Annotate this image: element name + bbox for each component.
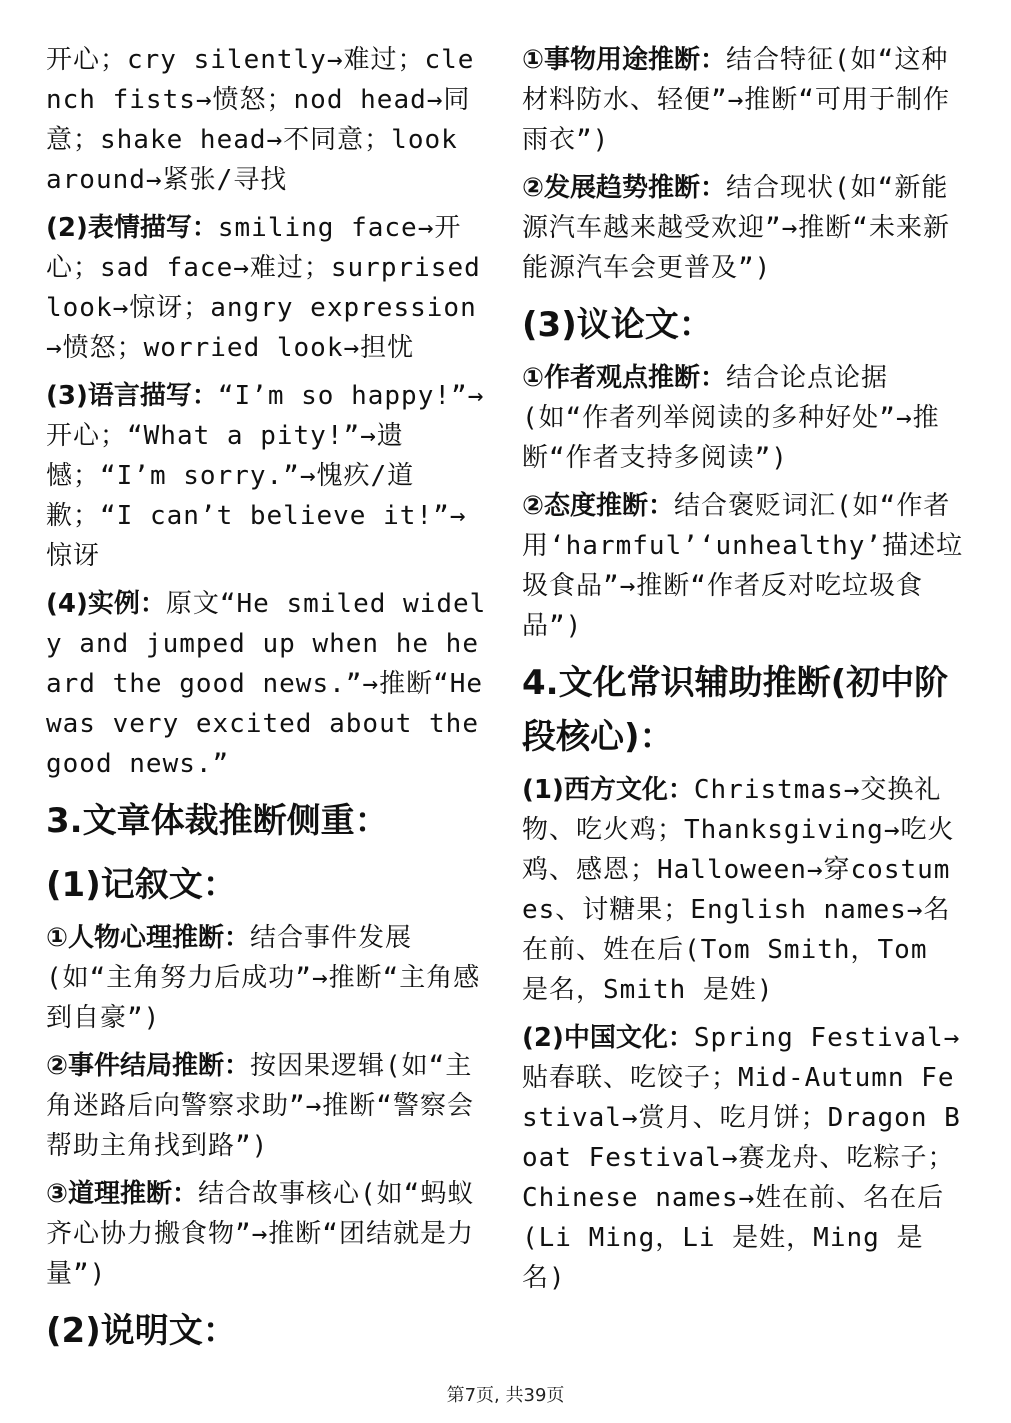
paragraph-text: Christmas→交换礼物、吃火鸡；Thanksgiving→吃火鸡、感恩；Halloween→穿costumes、讨糖果；English names→名在前、姓在后(Tom Smith，Tom 是名，Smith 是姓) — [522, 775, 955, 1005]
section-title: 3.文章体裁推断侧重： — [46, 801, 389, 841]
subheading: ①人物心理推断： — [46, 923, 251, 953]
subheading: (2)表情描写： — [46, 213, 218, 243]
subsection-title: (3)议论文： — [522, 305, 713, 345]
section-title: 4.文化常识辅助推断(初中阶段核心)： — [522, 663, 949, 757]
page-number: 第7页, 共39页 — [446, 1385, 565, 1406]
subheading: (1)西方文化： — [522, 775, 694, 805]
paragraph-text: smiling face→开心；sad face→难过；surprised look→惊讶；angry expression→愤怒；worried look→担忧 — [46, 213, 481, 363]
paragraph-chinese-culture — [522, 1018, 966, 1298]
paragraph-example — [46, 584, 490, 784]
paragraph-viewpoint — [522, 358, 966, 478]
right-column — [522, 40, 966, 1298]
paragraph-text: 按因果逻辑(如“主角迷路后向警察求助”→推断“警察会帮助主角找到路”) — [46, 1051, 474, 1161]
paragraph-text: Spring Festival→贴春联、吃饺子；Mid-Autumn Festival→赏月、吃月饼；Dragon Boat Festival→赛龙舟、吃粽子；Chinese names→姓在前、名在后(Li Ming，Li 是姓，Ming 是名) — [522, 1023, 961, 1293]
subheading: (3)语言描写： — [46, 381, 218, 411]
paragraph-moral — [46, 1174, 490, 1294]
subheading: ①作者观点推断： — [522, 363, 727, 393]
body-paragraph: 开心；cry silently→难过；clench fists→愤怒；nod head→同意；shake head→不同意；look around→紧张/寻找 — [46, 45, 475, 195]
paragraph-trend — [522, 168, 966, 288]
left-column — [46, 40, 490, 1364]
paragraph-usage — [522, 40, 966, 160]
paragraph-expression — [46, 208, 490, 368]
subheading: ②态度推断： — [522, 491, 675, 521]
paragraph-attitude — [522, 486, 966, 646]
paragraph-language — [46, 376, 490, 576]
subsection-title: (2)说明文： — [46, 1311, 237, 1351]
paragraph-text: 结合论点论据(如“作者列举阅读的多种好处”→推断“作者支持多阅读”) — [522, 363, 940, 473]
paragraph-text: 结合事件发展(如“主角努力后成功”→推断“主角感到自豪”) — [46, 923, 481, 1033]
paragraph-character — [46, 918, 490, 1038]
paragraph-text: 结合故事核心(如“蚂蚁齐心协力搬食物”→推断“团结就是力量”) — [46, 1179, 475, 1289]
paragraph-text: 结合褒贬词汇(如“作者用‘harmful’‘unhealthy’描述垃圾食品”→推断“作者反对吃垃圾食品”) — [522, 491, 964, 641]
paragraph-text: 原文“He smiled widely and jumped up when he heard the good news.”→推断“He was very excited about the good news.” — [46, 589, 487, 779]
subheading: ②事件结局推断： — [46, 1051, 251, 1081]
paragraph-text: 结合特征(如“这种材料防水、轻便”→推断“可用于制作雨衣”) — [522, 45, 950, 155]
subheading: (2)中国文化： — [522, 1023, 694, 1053]
subheading: (4)实例： — [46, 589, 166, 619]
paragraph-text: 结合现状(如“新能源汽车越来越受欢迎”→推断“未来新能源汽车会更普及”) — [522, 173, 950, 283]
paragraph-western-culture — [522, 770, 966, 1010]
paragraph-text: “I’m so happy!”→开心；“What a pity!”→遗憾；“I’m sorry.”→愧疚/道歉；“I can’t believe it!”→惊讶 — [46, 381, 485, 571]
subheading: ②发展趋势推断： — [522, 173, 727, 203]
paragraph-ending — [46, 1046, 490, 1166]
subheading: ①事物用途推断： — [522, 45, 727, 75]
subheading: ③道理推断： — [46, 1179, 199, 1209]
subsection-title: (1)记叙文： — [46, 865, 237, 905]
